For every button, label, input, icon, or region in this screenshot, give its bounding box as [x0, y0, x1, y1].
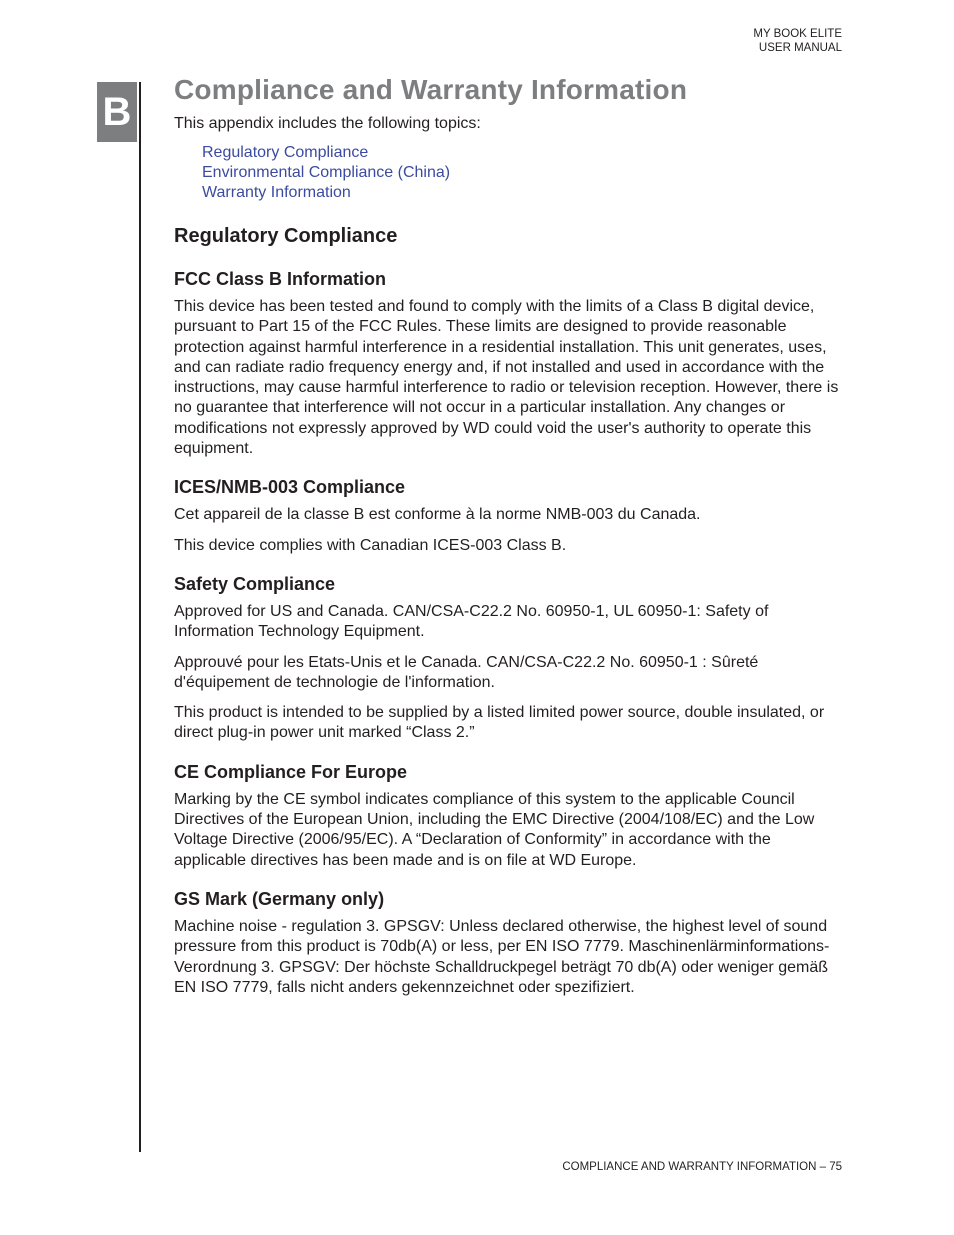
ices-heading: ICES/NMB-003 Compliance — [174, 477, 406, 498]
gs-heading: GS Mark (Germany only) — [174, 888, 385, 909]
page-content — [174, 72, 846, 998]
fcc-heading: FCC Class B Information — [174, 269, 387, 289]
ce-heading: CE Compliance For Europe — [174, 761, 408, 782]
page-title: Compliance and Warranty Information — [174, 74, 688, 105]
section-heading: Regulatory Compliance — [174, 225, 398, 247]
fcc-body: This device has been tested and found to comply with the limits of a Class B digital device, pursuant to Part 15 of the FCC Rules. These limits are designed to provide reasonable protection against harmful interference in a residential installation. This unit generates, uses, and can radiate radio frequency energy and, if not installed and used in accordance with the instructions, may cause harmful interference to radio or television reception. However, there is no guarantee that interference will not occur in a particular installation. Any changes or modifications not expressly approved by WD could void the user's authority to operate this equipment. — [174, 298, 839, 458]
safety-p2: Approuvé pour les Etats-Unis et le Canada. CAN/CSA-C22.2 No. 60950-1 : Sûreté d'équipement de technologie de l'information. — [174, 653, 759, 691]
topic-list — [202, 143, 846, 203]
safety-p1: Approved for US and Canada. CAN/CSA-C22.2 No. 60950-1, UL 60950-1: Safety of Information Technology Equipment. — [174, 602, 769, 641]
ices-english: This device complies with Canadian ICES-003 Class B. — [174, 536, 567, 554]
header-doc-type: USER MANUAL — [758, 41, 842, 54]
gs-body: Machine noise - regulation 3. GPSGV: Unless declared otherwise, the highest level of sound pressure from this product is 70db(A) or less, per EN ISO 7779. Maschinenlärminformations-Verordnung 3. GPSGV: Der höchste Schalldruckpegel beträgt 70 db(A) oder weniger gemäß EN ISO 7779, falls nicht anders gekennzeichnet oder spezifiziert. — [174, 917, 830, 996]
intro-text: This appendix includes the following topics: — [174, 115, 481, 132]
header-product: MY BOOK ELITE — [753, 28, 842, 40]
ices-french: Cet appareil de la classe B est conforme à la norme NMB-003 du Canada. — [174, 506, 701, 524]
topic-link-environmental[interactable]: Environmental Compliance (China) — [202, 164, 451, 181]
running-header — [753, 28, 842, 55]
margin-rule — [139, 82, 141, 1152]
topic-link-warranty[interactable]: Warranty Information — [202, 184, 351, 201]
safety-heading: Safety Compliance — [174, 573, 336, 594]
page-footer: COMPLIANCE AND WARRANTY INFORMATION – 75 — [562, 1161, 842, 1173]
ce-body: Marking by the CE symbol indicates compliance of this system to the applicable Council Directives of the European Union, including the EMC Directive (2004/108/EC) and the Low Voltage Directive (2006/95/EC). A “Declaration of Conformity” in accordance with the applicable directives has been made and is on file at WD Europe. — [174, 790, 815, 869]
safety-p3: This product is intended to be supplied by a listed limited power source, double insulated, or direct plug-in power unit marked “Class 2.” — [174, 704, 825, 742]
appendix-tab: B — [97, 82, 137, 142]
topic-link-regulatory[interactable]: Regulatory Compliance — [202, 144, 369, 161]
